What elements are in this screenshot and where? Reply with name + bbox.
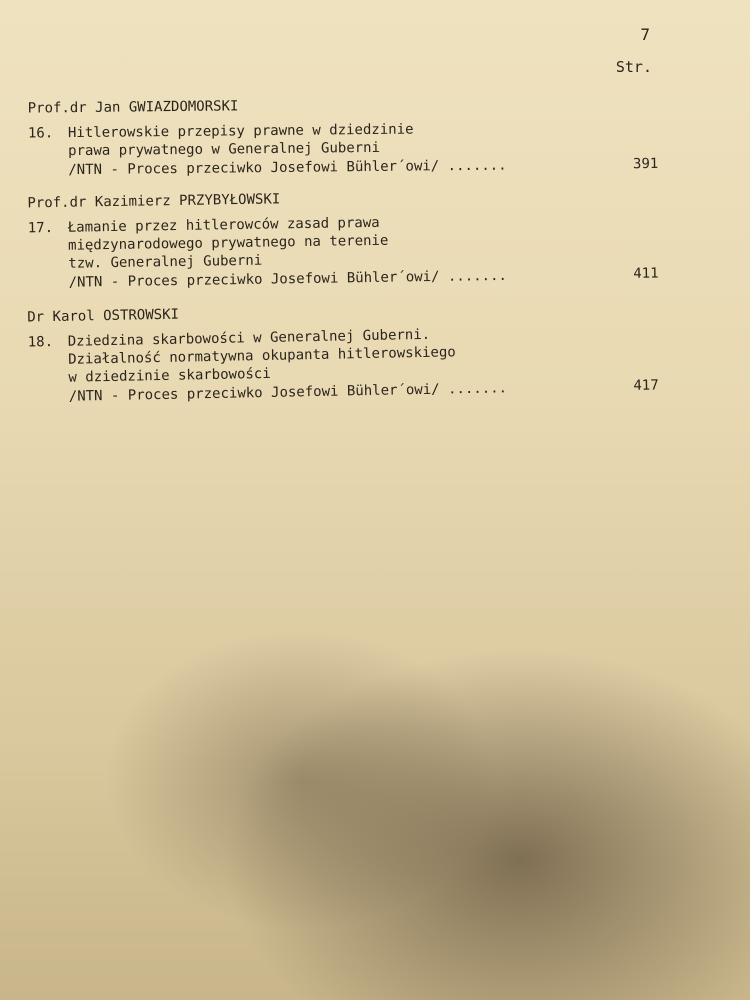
entry-reference-row: [68, 156, 658, 178]
entry-author: Prof.dr Jan GWIAZDOMORSKI: [27, 98, 239, 117]
entry-title-row: [28, 209, 709, 274]
entry-author: Prof.dr Kazimierz PRZYBYŁOWSKI: [27, 191, 281, 212]
entry-title-row: [28, 117, 708, 160]
entry-title: [68, 325, 457, 386]
entry-page: 417: [633, 377, 659, 394]
entry-page: 411: [633, 265, 659, 282]
entry-title-line: Łamanie przez hitlerowców zasad prawa: [67, 214, 380, 236]
entry-title-line: międzynarodowego prywatnego na terenie: [67, 232, 389, 254]
page-number: 7: [640, 25, 650, 44]
page-column-label: Str.: [615, 58, 652, 76]
entry-reference: /NTN - Proces przeciwko Josefowi Bühler´owi/ .......: [68, 157, 507, 179]
entry-title-line: Działalność normatywna okupanta hitlerowskiego: [67, 344, 456, 368]
entry-reference: /NTN - Proces przeciwko Josefowi Bühler´owi/ .......: [68, 380, 508, 405]
toc-entry: [27, 296, 709, 405]
entry-number: 17.: [27, 219, 54, 237]
entry-title-line: Dziedzina skarbowości w Generalnej Guberni.: [67, 326, 431, 350]
entry-title-line: prawa prywatnego w Generalnej Guberni: [68, 139, 381, 160]
entry-reference: /NTN - Proces przeciwko Josefowi Bühler´owi/ .......: [68, 267, 508, 291]
entry-title-line: tzw. Generalnej Guberni: [68, 252, 263, 272]
entry-number: 16.: [27, 125, 54, 142]
entry-title-line: Hitlerowskie przepisy prawne w dziedzinie: [67, 121, 414, 142]
entry-title-line: w dziedzinie skarbowości: [68, 365, 271, 386]
entry-author: Dr Karol OSTROWSKI: [27, 306, 180, 326]
entry-title: [68, 214, 389, 273]
entry-number: 18.: [27, 334, 54, 351]
entry-title: [68, 121, 414, 161]
toc-entry: [28, 93, 709, 178]
toc-entry: [27, 185, 708, 292]
entry-page: 391: [632, 155, 659, 173]
